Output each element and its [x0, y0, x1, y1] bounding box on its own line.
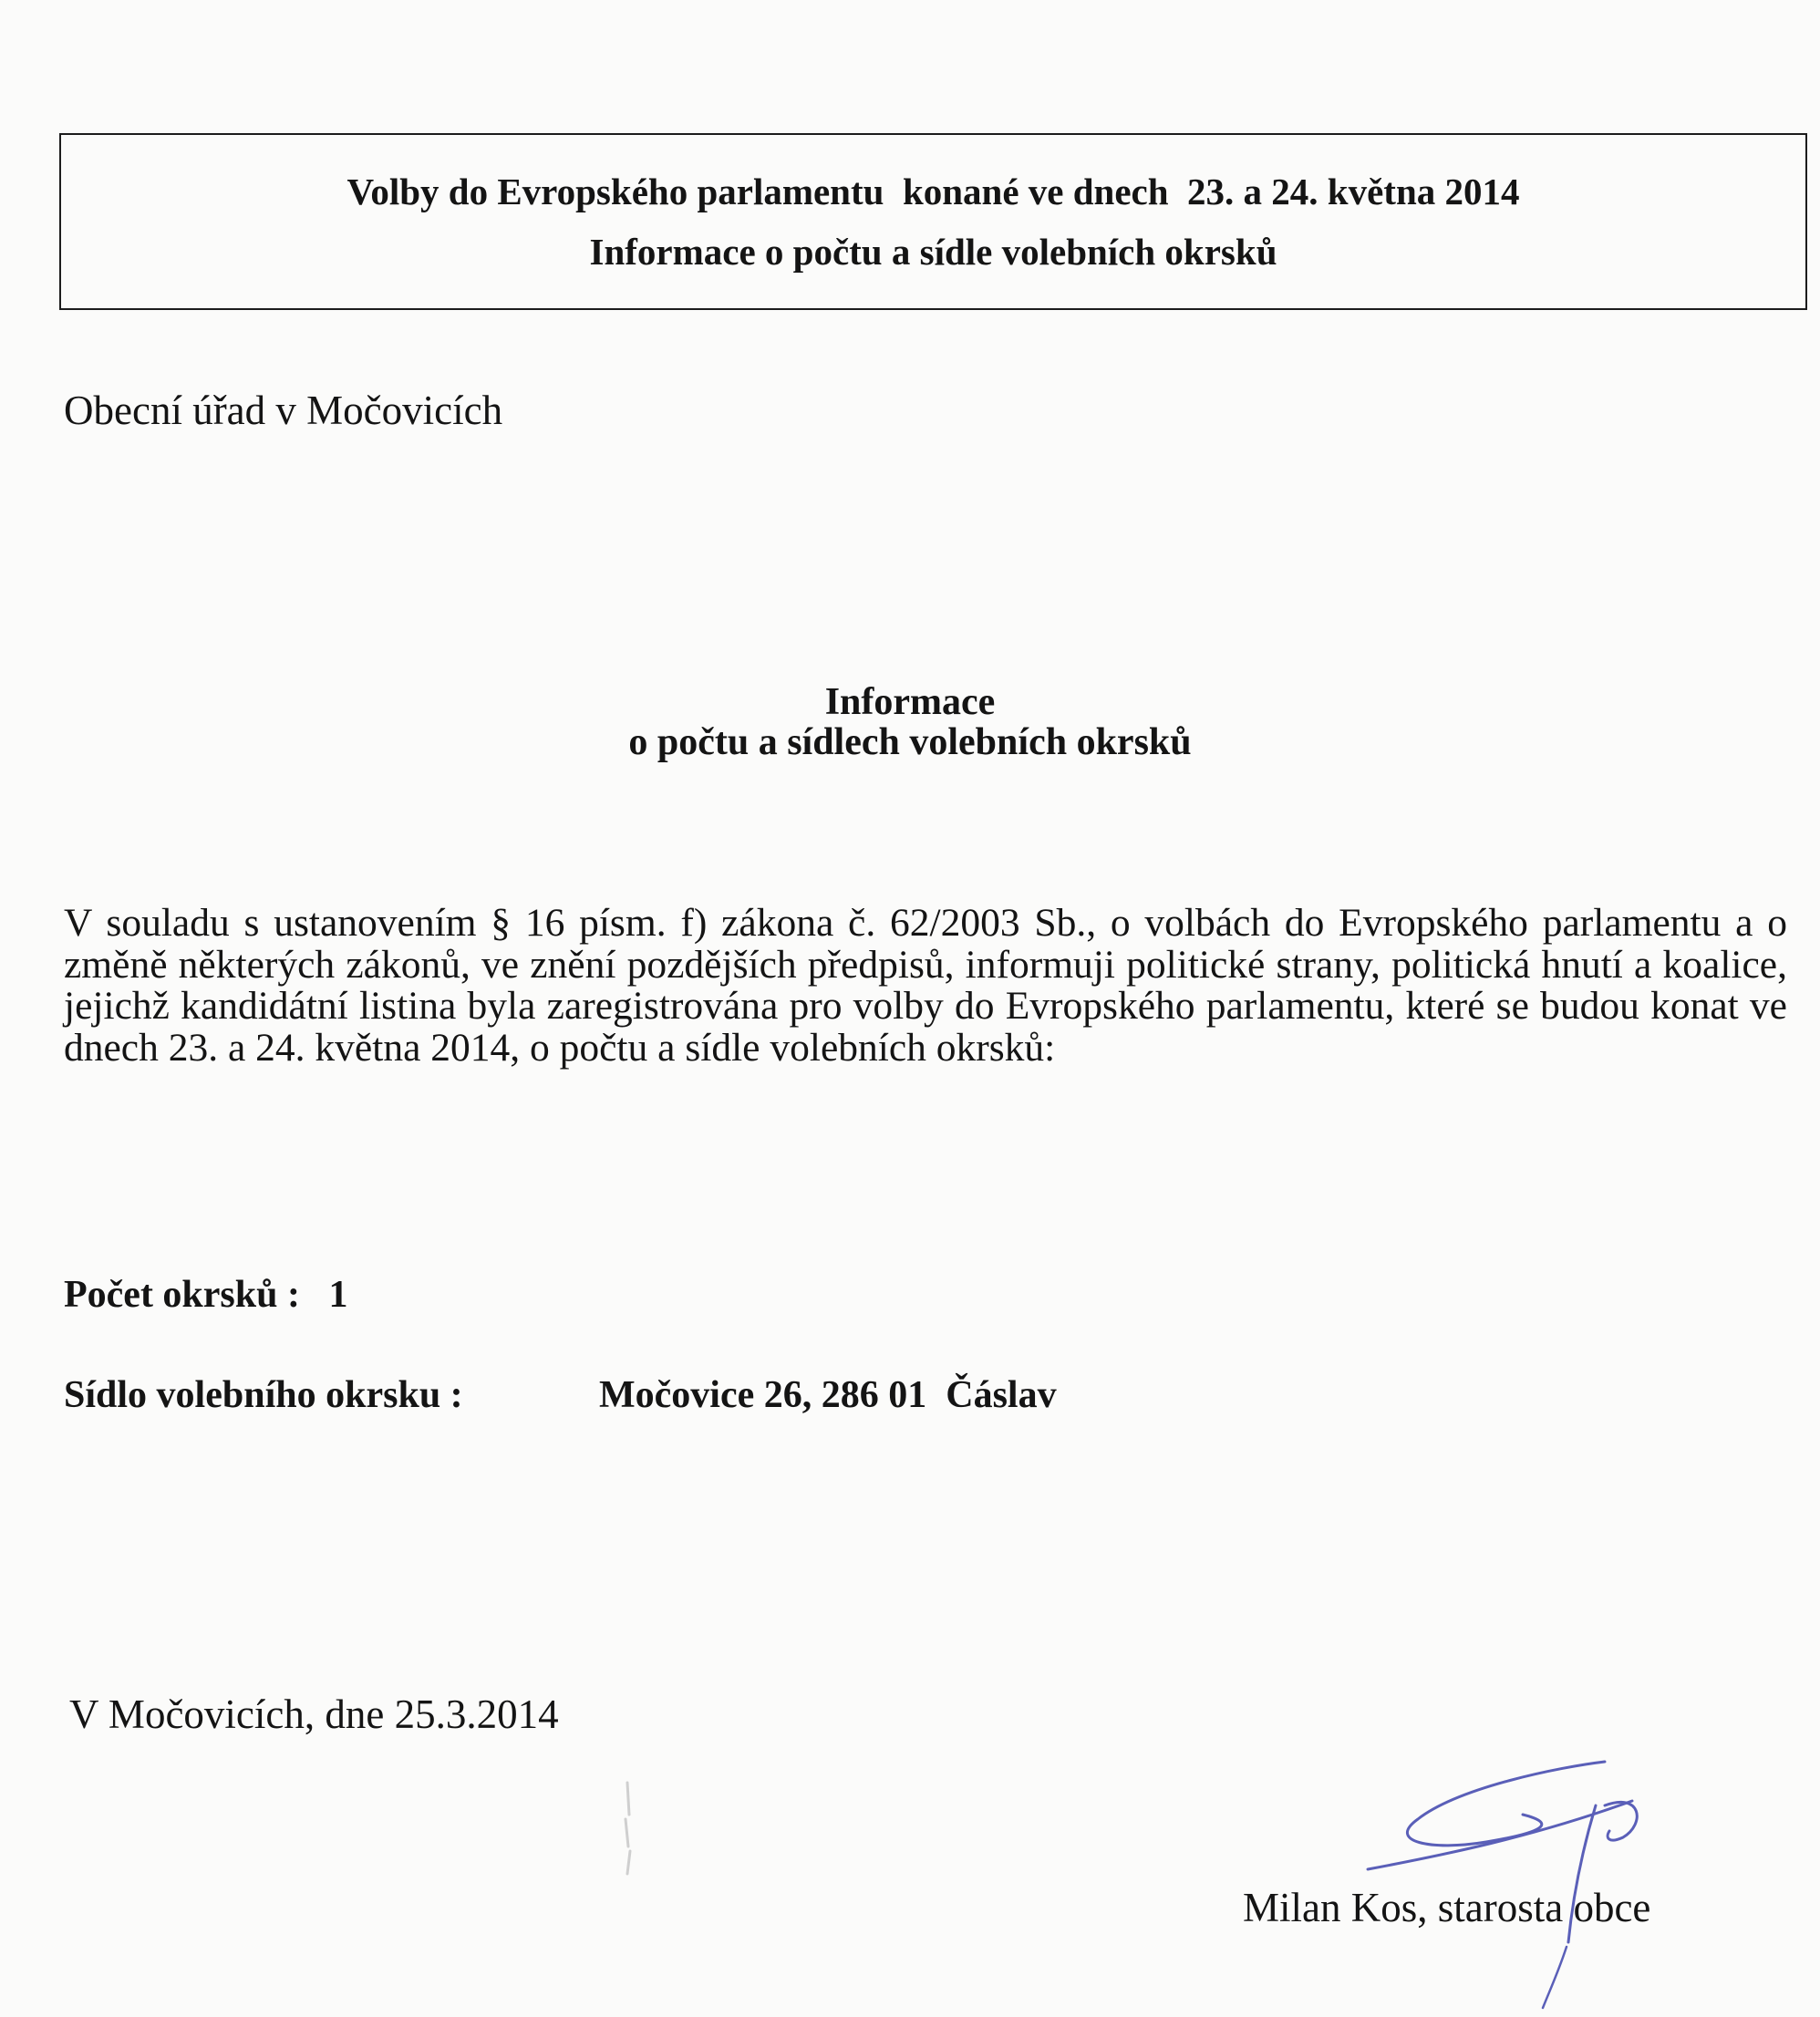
- district-count: [64, 1273, 347, 1317]
- scan-smudge: [611, 1778, 647, 1878]
- place-and-date: V Močovicích, dne 25.3.2014: [69, 1691, 559, 1737]
- signatory-name: Milan Kos, starosta obce: [1243, 1885, 1651, 1930]
- information-title-line-2: o počtu a sídlech volebních okrsků: [628, 721, 1192, 763]
- issuing-office: Obecní úřad v Močovicích: [64, 388, 503, 433]
- district-count-label: Počet okrsků :: [64, 1274, 300, 1316]
- information-title: [0, 682, 1820, 762]
- district-count-value: 1: [328, 1274, 348, 1316]
- information-title-line-1: Informace: [824, 681, 996, 723]
- body-paragraph: V souladu s ustanovením § 16 písm. f) zákona č. 62/2003 Sb., o volbách do Evropského parlamentu a o změně některých zákonů, ve znění pozdějších předpisů, informuji politické strany, politická hnutí a koalice, jejichž kandidátní listina byla zaregistrována pro volby do Evropského parlamentu, které se budou konat ve dnech 23. a 24. května 2014, o počtu a sídle volebních okrsků:: [64, 901, 1787, 1070]
- header-box: [59, 133, 1807, 310]
- district-seat-value: Močovice 26, 286 01 Čáslav: [599, 1374, 1057, 1416]
- signature-image: [1331, 1751, 1714, 2015]
- district-seat-label: Sídlo volebního okrsku :: [64, 1374, 463, 1416]
- header-title-line-2: Informace o počtu a sídle volebních okrsků: [589, 231, 1277, 273]
- header-title-line-1: Volby do Evropského parlamentu konané ve dnech 23. a 24. května 2014: [346, 171, 1520, 212]
